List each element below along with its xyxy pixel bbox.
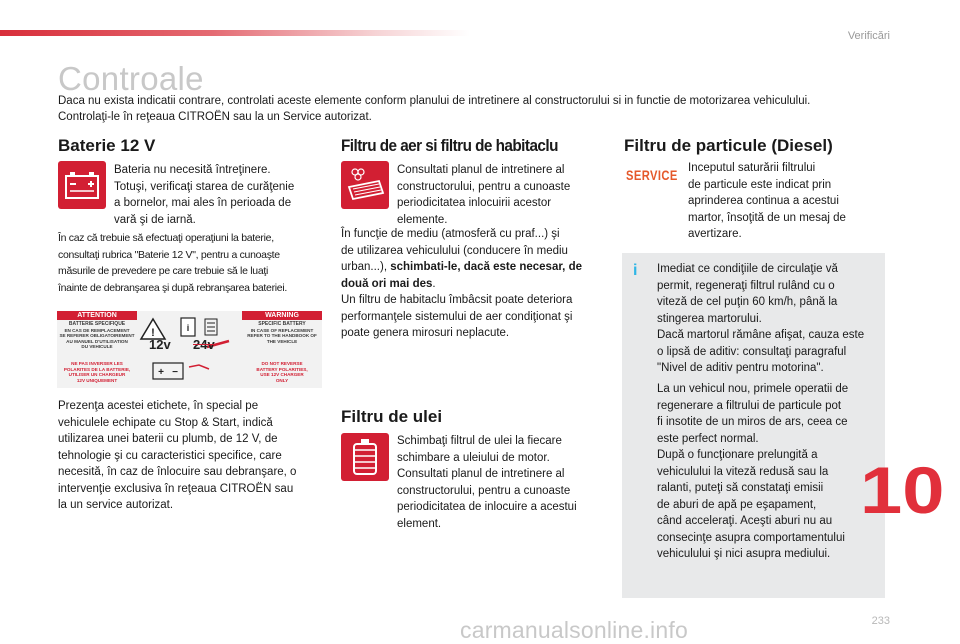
info-paragraph-new-vehicle bbox=[657, 381, 882, 563]
text-line: aprinderea continua a acestui bbox=[688, 195, 839, 207]
text-line: stingerea martorului. bbox=[657, 312, 762, 325]
text-line: Bateria nu necesită întreţinere. bbox=[114, 164, 271, 176]
emphasis-text: două ori mai des bbox=[341, 277, 433, 290]
text-line: element. bbox=[397, 517, 442, 530]
label-line: 12V UNIQUEMENT bbox=[76, 377, 118, 383]
info-icon: i bbox=[633, 262, 638, 279]
air-filter-description bbox=[397, 162, 607, 228]
chapter-number: 10 bbox=[859, 453, 944, 527]
text-line: Totuşi, verificaţi starea de curăţenie bbox=[114, 180, 295, 193]
label-fr-red-block bbox=[59, 361, 135, 383]
text-line: de aburi de apă pe eşapament, bbox=[657, 498, 817, 511]
text-line: o lipsă de aditiv: consultaţi paragraful bbox=[657, 345, 847, 358]
label-line: USE 12V CHARGER bbox=[260, 372, 304, 377]
battery-note bbox=[58, 230, 323, 296]
label-line: REFER TO THE HANDBOOK OF bbox=[247, 333, 317, 338]
label-24v: 24v bbox=[193, 337, 215, 352]
label-en-block bbox=[244, 322, 320, 344]
text-line: necesită, în caz de înlocuire sau debranşare, o bbox=[58, 466, 297, 478]
text-line: vehiculele echipate cu Stop & Start, indică bbox=[58, 416, 273, 429]
text-line: regenerare a filtrului de particule pot bbox=[657, 399, 842, 412]
label-line: IN CASE OF REPLACEMENT bbox=[250, 327, 314, 333]
text-span: urban...), bbox=[341, 261, 391, 273]
section-label: Verificări bbox=[847, 30, 890, 42]
page-title: Controale bbox=[58, 60, 204, 97]
oil-filter-heading: Filtru de ulei bbox=[341, 407, 443, 426]
oil-filter-icon bbox=[341, 433, 389, 481]
air-filter-paragraph bbox=[341, 226, 611, 342]
label-line: EN CAS DE REMPLACEMENT bbox=[64, 327, 130, 333]
text-line: periodicitatea inlocuirii acestor bbox=[397, 197, 552, 209]
particle-filter-description bbox=[688, 160, 878, 243]
label-line: THE VEHICLE bbox=[266, 338, 298, 344]
text-line: vehiculului la viteză redusă sau la bbox=[657, 465, 829, 478]
text-line: de particule este indicat prin bbox=[688, 178, 832, 191]
text-line: la un service autorizat. bbox=[58, 499, 174, 511]
text-line: când acceleraţi. Aceşti aburi nu au bbox=[657, 515, 833, 527]
label-line: NE PAS INVERSER LES bbox=[71, 361, 123, 366]
text-line: avertizare. bbox=[688, 228, 742, 240]
text-line: măsurile de prevedere pe care trebuie să le luaţi bbox=[58, 265, 269, 277]
intro-line: Daca nu exista indicatii contrare, controlati aceste elemente conform planului de intretinere al constructorului si in functie de motorizarea vehiculului. bbox=[58, 95, 811, 107]
text-span: . bbox=[432, 277, 436, 290]
text-line: Inceputul saturării filtrului bbox=[688, 162, 816, 174]
text-line: permit, regeneraţi filtrul rulând cu o bbox=[657, 279, 835, 292]
text-line: În funcţie de mediu (atmosferă cu praf...) şi bbox=[341, 228, 560, 240]
oil-filter-description bbox=[397, 433, 617, 532]
label-fr-block bbox=[59, 322, 135, 350]
label-line: AU MANUEL D'UTILISATION bbox=[66, 338, 128, 344]
text-line: Consultati planul de intretinere al bbox=[397, 468, 565, 480]
intro-line: Controlaţi-le în reţeaua CITROËN sau la un Service autorizat. bbox=[58, 111, 372, 123]
emphasis-text: schimbati-le, dacă este necesar, de bbox=[390, 261, 582, 273]
text-line: elemente. bbox=[397, 213, 448, 226]
text-line: viteză de cel puţin 60 km/h, până la bbox=[657, 296, 838, 308]
label-line: UTILISER UN CHARGEUR bbox=[68, 372, 126, 377]
watermark: carmanualsonline.info bbox=[460, 617, 688, 643]
page-number: 233 bbox=[871, 615, 890, 627]
label-warning: WARNING bbox=[242, 311, 322, 320]
text-line: intervenţie exclusiva în reţeaua CITROËN sau bbox=[58, 482, 294, 495]
label-line: ONLY bbox=[275, 377, 289, 383]
text-line: este perfect normal. bbox=[657, 432, 759, 445]
text-line bbox=[341, 259, 611, 276]
text-line: schimbare a uleiului de motor. bbox=[397, 451, 550, 464]
label-line: SE REFERER OBLIGATOIREMENT bbox=[59, 333, 135, 338]
text-line: tehnologie şi cu caracteristici specifice, care bbox=[58, 449, 282, 462]
text-line: martor, însoţită de un mesaj de bbox=[688, 211, 846, 224]
text-line: vehiculului şi nici asupra mediului. bbox=[657, 548, 831, 560]
svg-text:i: i bbox=[186, 323, 190, 333]
text-line: constructorului, pentru a cunoaste bbox=[397, 484, 571, 497]
air-filter-icon bbox=[341, 161, 389, 209]
battery-icon bbox=[58, 161, 106, 209]
text-line: La un vehicul nou, primele operatii de bbox=[657, 383, 849, 395]
svg-text:+: + bbox=[158, 367, 164, 378]
label-en-red-block bbox=[244, 361, 320, 383]
text-line: fi insotite de un miros de ars, ceea ce bbox=[657, 416, 848, 428]
text-line: poate genera mirosuri neplacute. bbox=[341, 327, 510, 339]
text-line: Schimbaţi filtrul de ulei la fiecare bbox=[397, 435, 562, 447]
battery-heading: Baterie 12 V bbox=[58, 136, 156, 155]
text-line: vară şi de iarnă. bbox=[114, 213, 196, 226]
text-line: Consultati planul de intretinere al bbox=[397, 164, 565, 176]
service-warning-light: SERVICE bbox=[626, 167, 678, 183]
svg-text:−: − bbox=[172, 367, 178, 378]
label-line: DU VEHICULE bbox=[81, 344, 113, 349]
label-line: BATTERY POLARITIES, bbox=[256, 366, 308, 372]
text-line: de utilizarea vehiculului (conducere în mediu bbox=[341, 244, 568, 257]
particle-filter-heading: Filtru de particule (Diesel) bbox=[624, 136, 833, 155]
svg-text:!: ! bbox=[151, 327, 155, 339]
label-fr-title: BATTERIE SPECIFIQUE bbox=[68, 321, 126, 327]
text-line: periodicitatea de inlocuire a acestui bbox=[397, 501, 577, 513]
text-line: utilizarea unei baterii cu plumb, de 12 V, de bbox=[58, 433, 278, 445]
text-line: Dacă martorul rămâne afişat, cauza este bbox=[657, 329, 865, 341]
label-line: POLARITES DE LA BATTERIE, bbox=[63, 366, 131, 372]
label-12v: 12v bbox=[149, 337, 171, 352]
text-line bbox=[341, 276, 611, 293]
text-line: Un filtru de habitaclu îmbâcsit poate deteriora bbox=[341, 294, 573, 306]
text-line: Prezenţa acestei etichete, în special pe bbox=[58, 400, 259, 412]
text-line: ralanti, puteţi să constataţi emisii bbox=[657, 482, 824, 494]
label-en-title: SPECIFIC BATTERY bbox=[258, 321, 306, 327]
text-line: În caz că trebuie să efectuaţi operaţiuni la baterie, bbox=[58, 232, 274, 244]
battery-warning-label bbox=[57, 311, 322, 388]
intro-text bbox=[58, 93, 918, 125]
air-filter-heading: Filtru de aer si filtru de habitaclu bbox=[341, 136, 558, 155]
text-line: constructorului, pentru a cunoaste bbox=[397, 180, 571, 193]
text-line: "Nivel de aditiv pentru motorina". bbox=[657, 362, 824, 374]
label-line: DO NOT REVERSE bbox=[261, 361, 303, 366]
battery-description bbox=[114, 162, 314, 228]
text-line: După o funcţionare prelungită a bbox=[657, 449, 818, 461]
label-attention: ATTENTION bbox=[57, 311, 137, 320]
text-line: Imediat ce condiţiile de circulaţie vă bbox=[657, 263, 838, 275]
header-accent-bar bbox=[0, 30, 470, 36]
text-line: a bornelor, mai ales în perioada de bbox=[114, 197, 292, 209]
info-paragraph-regeneration bbox=[657, 261, 882, 377]
text-line: performanţele sistemului de aer condiţionat şi bbox=[341, 310, 573, 323]
text-line: consecinţe asupra comportamentului bbox=[657, 531, 845, 544]
text-line: consultaţi rubrica "Baterie 12 V", pentru a cunoaşte bbox=[58, 248, 280, 261]
battery-label-explanation bbox=[58, 398, 328, 514]
text-line: înainte de debranşarea şi după rebranşarea bateriei. bbox=[58, 281, 287, 294]
